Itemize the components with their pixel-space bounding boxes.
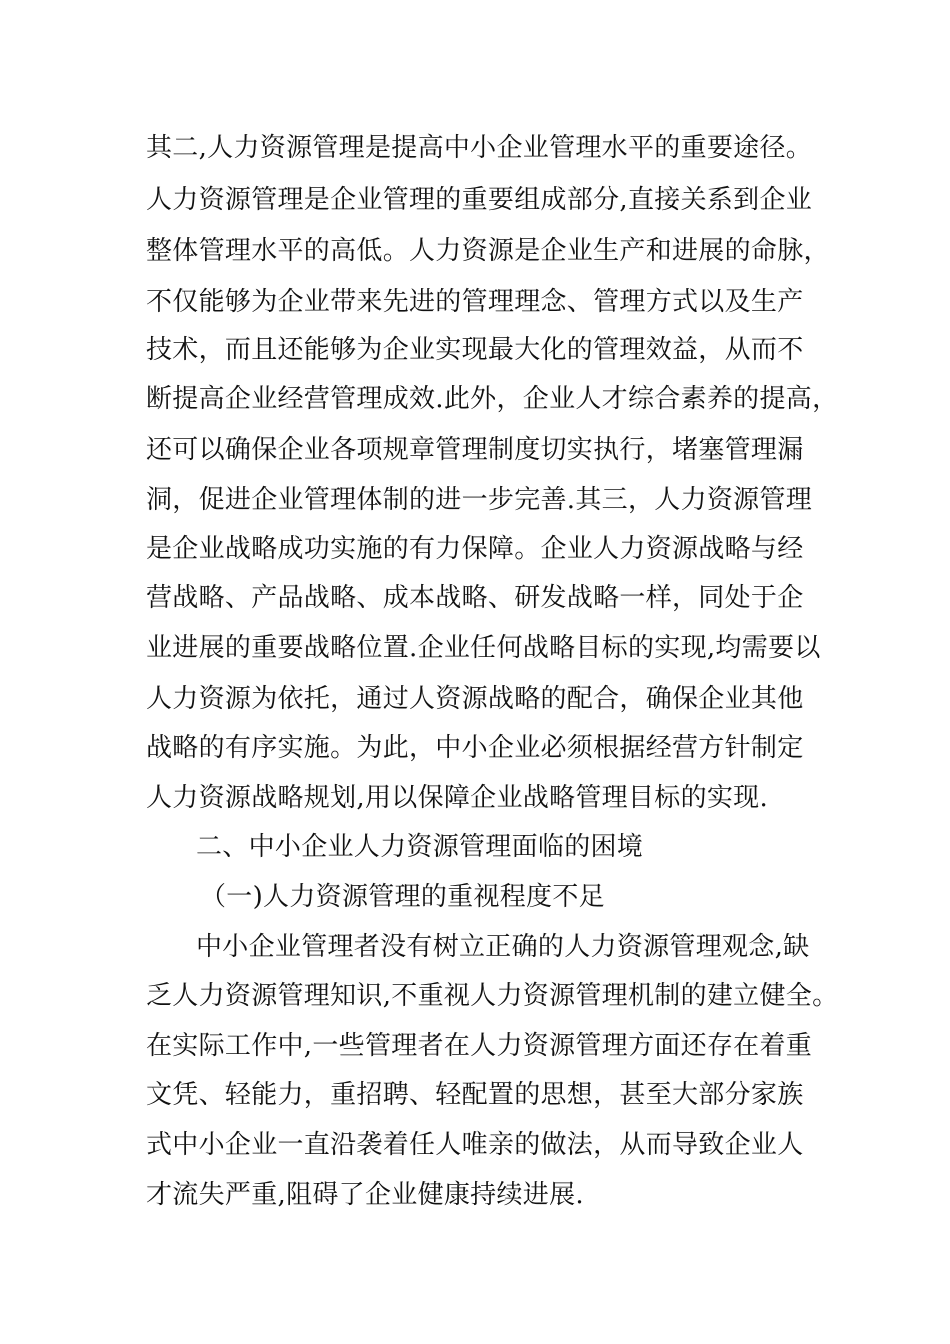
text-line: 人力资源为依托，通过人资源战略的配合，确保企业其他: [146, 684, 804, 714]
text-line: 人力资源战略规划,用以保障企业战略管理目标的实现.: [146, 783, 769, 813]
text-line: 整体管理水平的高低。人力资源是企业生产和进展的命脉，: [146, 236, 830, 266]
subsection-heading: （一)人力资源管理的重视程度不足: [200, 882, 605, 912]
text-line: 在实际工作中,一些管理者在人力资源管理方面还存在着重: [146, 1031, 813, 1061]
text-line: 洞，促进企业管理体制的进一步完善.其三，人力资源管理: [146, 485, 813, 515]
text-line: 还可以确保企业各项规章管理制度切实执行，堵塞管理漏: [146, 435, 804, 465]
text-line: 断提高企业经营管理成效.此外，企业人才综合素养的提高，: [146, 384, 839, 414]
text-line: 中小企业管理者没有树立正确的人力资源管理观念,缺: [196, 932, 810, 962]
text-line: 才流失严重,阻碍了企业健康持续进展.: [146, 1180, 584, 1210]
text-line: 文凭、轻能力，重招聘、轻配置的思想，甚至大部分家族: [146, 1080, 804, 1110]
text-line: 不仅能够为企业带来先进的管理理念、管理方式以及生产: [146, 287, 804, 317]
text-line: 营战略、产品战略、成本战略、研发战略一样，同处于企: [146, 583, 804, 613]
text-line: 技术，而且还能够为企业实现最大化的管理效益，从而不: [146, 335, 804, 365]
text-line: 乏人力资源管理知识,不重视人力资源管理机制的建立健全。: [146, 981, 839, 1011]
text-line: 战略的有序实施。为此，中小企业必须根据经营方针制定: [146, 733, 804, 763]
text-line: 业进展的重要战略位置.企业任何战略目标的实现,均需要以: [146, 633, 821, 663]
text-line: 式中小企业一直沿袭着任人唯亲的做法，从而导致企业人: [146, 1130, 804, 1160]
section-heading: 二、中小企业人力资源管理面临的困境: [196, 832, 644, 862]
text-line: 是企业战略成功实施的有力保障。企业人力资源战略与经: [146, 534, 804, 564]
text-line: 其二,人力资源管理是提高中小企业管理水平的重要途径。: [146, 133, 813, 163]
text-line: 人力资源管理是企业管理的重要组成部分,直接关系到企业: [146, 185, 813, 215]
